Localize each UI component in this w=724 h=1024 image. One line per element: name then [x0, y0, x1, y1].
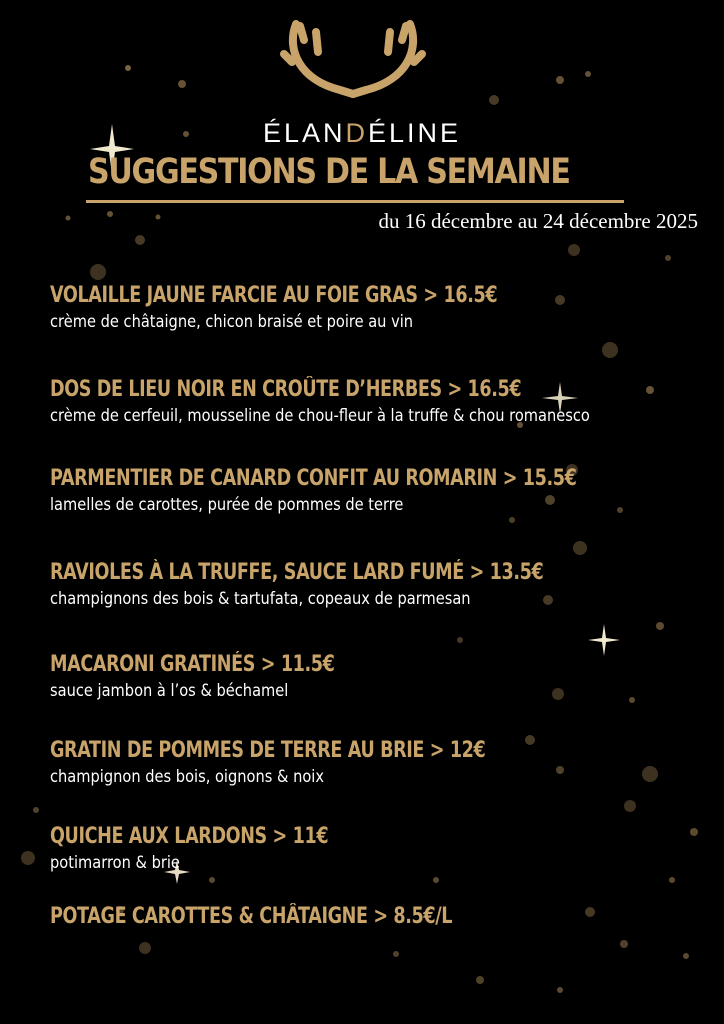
dish-item: [50, 904, 553, 929]
dish-title: GRATIN DE POMMES DE TERRE AU BRIE > 12€: [50, 738, 486, 763]
dish-title: MACARONI GRATINÉS > 11.5€: [50, 652, 335, 677]
brand-part-1: ÉLAN: [262, 118, 346, 148]
dish-item: [50, 738, 594, 787]
dish-title: QUICHE AUX LARDONS > 11€: [50, 824, 329, 849]
dish-description: crème de châtaigne, chicon braisé et poire au vin: [50, 312, 414, 332]
dish-title: RAVIOLES À LA TRUFFE, SAUCE LARD FUMÉ > 13.5€: [50, 560, 544, 585]
dish-item: [50, 283, 609, 332]
brand-accent-letter: D: [345, 118, 368, 148]
dish-item: [50, 466, 708, 515]
brand-name: [0, 118, 724, 149]
dish-item: [50, 652, 406, 701]
dish-title: PARMENTIER DE CANARD CONFIT AU ROMARIN > 15.5€: [50, 466, 577, 491]
dish-description: potimarron & brie: [50, 853, 180, 873]
menu-title: SUGGESTIONS DE LA SEMAINE: [88, 152, 570, 192]
date-range: du 16 décembre au 24 décembre 2025: [378, 209, 698, 233]
dish-description: crème de cerfeuil, mousseline de chou-fleur à la truffe & chou romanesco: [50, 406, 590, 426]
dish-item: [50, 560, 667, 609]
dish-title: POTAGE CAROTTES & CHÂTAIGNE > 8.5€/L: [50, 904, 453, 929]
dish-title: DOS DE LIEU NOIR EN CROÛTE D’HERBES > 16.5€: [50, 377, 522, 402]
dish-title: VOLAILLE JAUNE FARCIE AU FOIE GRAS > 16.5€: [50, 283, 498, 308]
brand-part-2: ÉLINE: [368, 118, 462, 148]
dish-description: champignon des bois, oignons & noix: [50, 767, 324, 787]
title-underline: [86, 200, 624, 203]
dish-description: champignons des bois & tartufata, copeaux de parmesan: [50, 589, 471, 609]
antler-logo-icon: [278, 20, 428, 100]
dish-description: lamelles de carottes, purée de pommes de terre: [50, 495, 404, 515]
dish-item: [50, 377, 678, 426]
dish-item: [50, 824, 398, 873]
dish-description: sauce jambon à l’os & béchamel: [50, 681, 289, 701]
